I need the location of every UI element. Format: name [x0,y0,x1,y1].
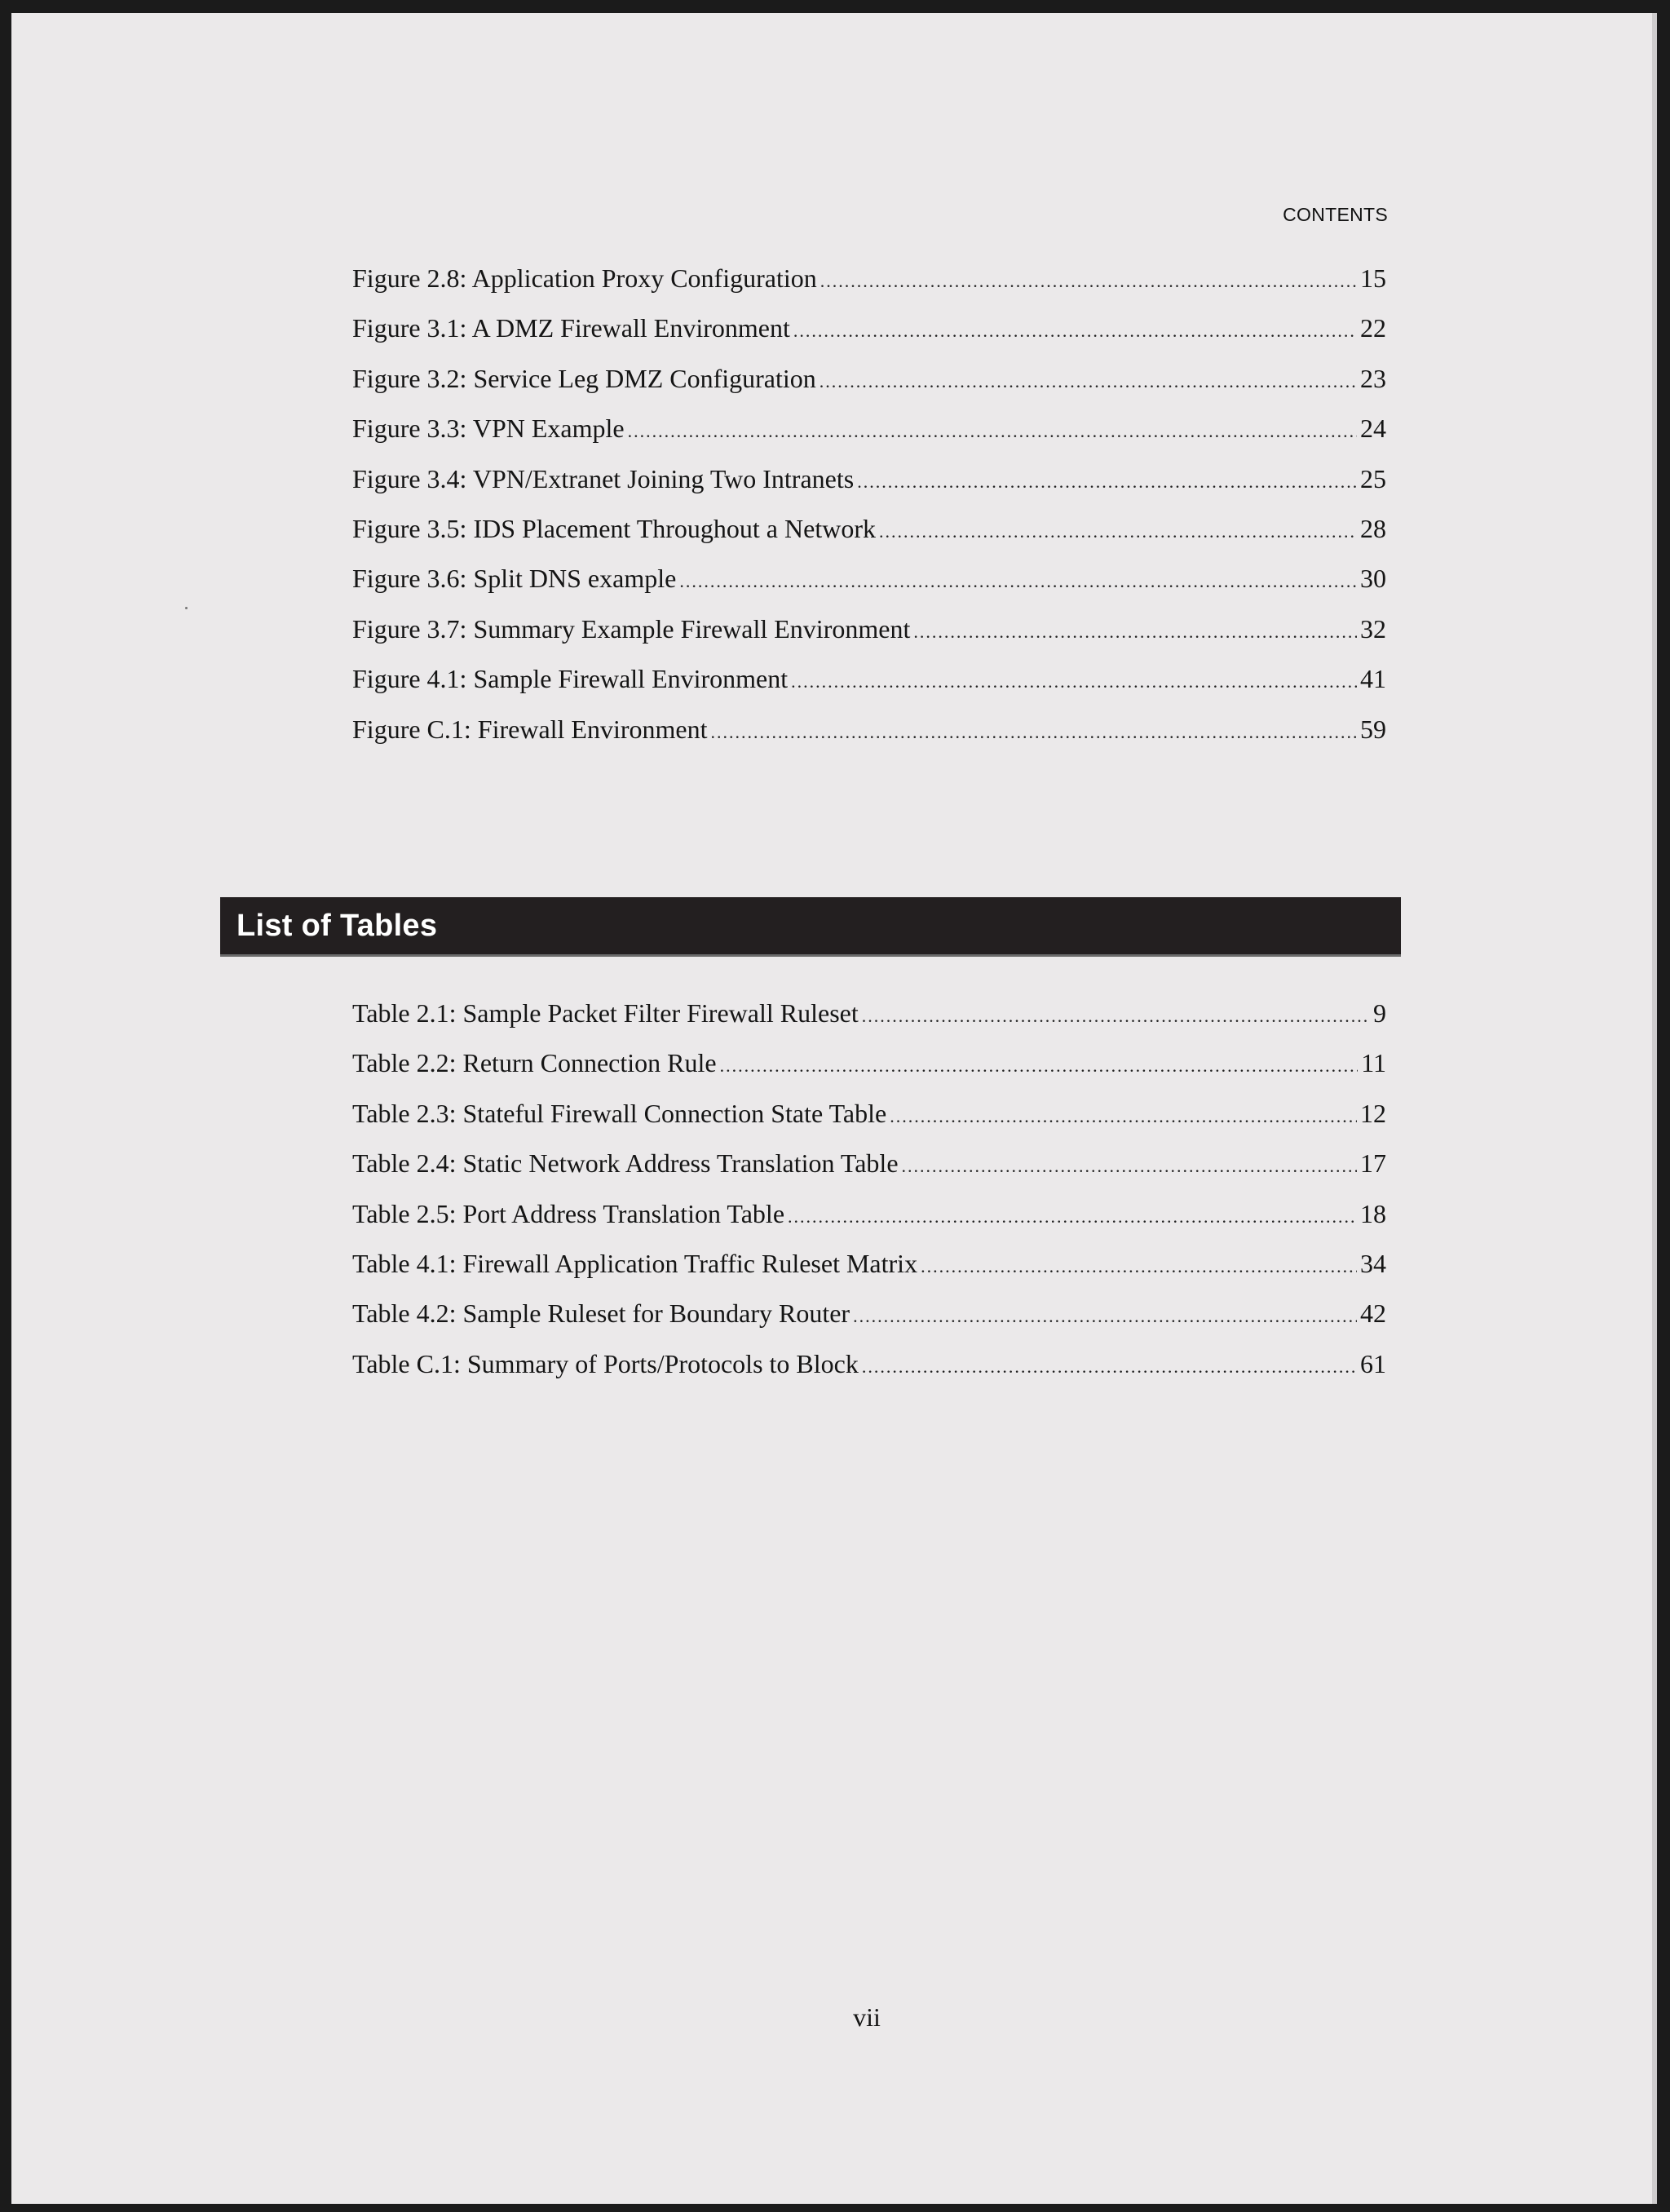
list-of-tables [352,998,1386,1399]
dot-leader [820,271,1357,292]
toc-entry-title: Figure 3.3: VPN Example [352,414,625,444]
toc-entry-title: Table 2.2: Return Connection Rule [352,1048,717,1078]
toc-entry-title: Table 2.1: Sample Packet Filter Firewall Ruleset [352,998,859,1028]
toc-entry-page: 23 [1360,363,1386,393]
dot-leader [890,1106,1357,1127]
section-heading-bar [220,897,1401,957]
toc-entry-figure [352,564,1386,613]
toc-entry-title: Figure 3.2: Service Leg DMZ Configuration [352,363,816,393]
dot-leader [788,1206,1357,1228]
toc-entry-page: 32 [1360,613,1386,644]
toc-entry-title: Figure 3.5: IDS Placement Throughout a Network [352,513,876,543]
dot-leader [857,471,1357,493]
toc-entry-table [352,1048,1386,1098]
section-heading: List of Tables [236,909,438,943]
toc-entry-title: Figure 2.8: Application Proxy Configuration [352,263,817,293]
dot-leader [879,521,1357,542]
page-edge [1652,13,1657,2204]
toc-entry-page: 24 [1360,414,1386,444]
toc-entry-page: 22 [1360,313,1386,343]
toc-entry-page: 15 [1360,263,1386,293]
dot-leader [902,1156,1357,1177]
toc-entry-title: Table 2.4: Static Network Address Translation Table [352,1148,899,1179]
toc-entry-figure [352,664,1386,714]
dot-leader [628,421,1357,442]
toc-entry-title: Figure 3.1: A DMZ Firewall Environment [352,313,790,343]
toc-entry-figure [352,364,1386,414]
toc-entry-title: Figure 4.1: Sample Firewall Environment [352,664,789,694]
dot-leader [921,1256,1357,1277]
toc-entry-page: 25 [1360,463,1386,493]
toc-entry-title: Table 4.1: Firewall Application Traffic Ruleset Matrix [352,1248,918,1278]
toc-entry-figure [352,514,1386,564]
running-header: CONTENTS [1283,204,1388,225]
dot-leader [793,321,1357,342]
toc-entry-title: Table 2.3: Stateful Firewall Connection State Table [352,1098,887,1128]
toc-entry-title: Figure 3.6: Split DNS example [352,564,677,594]
toc-entry-page: 11 [1361,1048,1386,1078]
toc-entry-title: Table 2.5: Port Address Translation Table [352,1198,785,1228]
toc-entry-page: 9 [1373,998,1386,1028]
toc-entry-table [352,1349,1386,1399]
list-of-figures [352,263,1386,764]
toc-entry-title: Figure 3.7: Summary Example Firewall Environment [352,613,911,644]
toc-entry-table [352,1249,1386,1298]
toc-entry-title: Table C.1: Summary of Ports/Protocols to Block [352,1348,859,1378]
toc-entry-page: 12 [1360,1098,1386,1128]
dot-leader [711,722,1358,743]
toc-entry-page: 34 [1360,1248,1386,1278]
dot-leader [913,622,1357,643]
toc-entry-figure [352,614,1386,664]
toc-entry-page: 18 [1360,1198,1386,1228]
toc-entry-page: 28 [1360,513,1386,543]
toc-entry-table [352,1099,1386,1148]
toc-entry-figure [352,464,1386,514]
dot-leader [820,371,1357,392]
toc-entry-page: 17 [1360,1148,1386,1179]
toc-entry-table [352,998,1386,1048]
toc-entry-table [352,1298,1386,1348]
toc-entry-title: Figure C.1: Firewall Environment [352,714,708,744]
page-number: vii [853,2002,881,2032]
dot-leader [862,1006,1370,1027]
dot-leader [862,1356,1357,1378]
toc-entry-page: 41 [1360,664,1386,694]
toc-entry-table [352,1148,1386,1198]
toc-entry-page: 61 [1360,1348,1386,1378]
toc-entry-figure [352,313,1386,363]
toc-entry-page: 59 [1360,714,1386,744]
toc-entry-figure [352,714,1386,764]
dot-leader [791,671,1357,692]
toc-entry-page: 42 [1360,1298,1386,1329]
toc-entry-figure [352,414,1386,463]
dot-leader [679,571,1357,592]
toc-entry-title: Table 4.2: Sample Ruleset for Boundary Router [352,1298,850,1329]
scan-speck [185,607,188,609]
dot-leader [720,1055,1359,1077]
toc-entry-figure [352,263,1386,313]
toc-entry-table [352,1199,1386,1249]
toc-entry-page: 30 [1360,564,1386,594]
toc-entry-title: Figure 3.4: VPN/Extranet Joining Two Intranets [352,463,855,493]
dot-leader [853,1306,1357,1327]
